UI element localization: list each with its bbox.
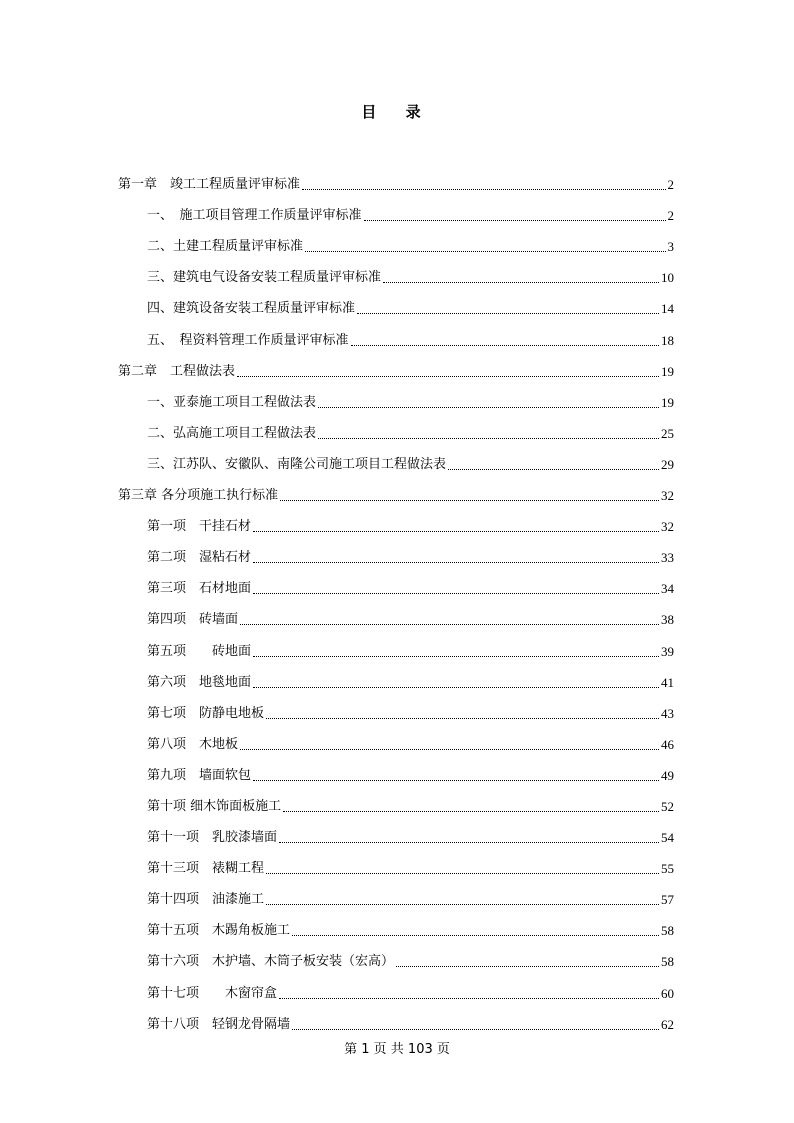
toc-entry-title: 第十四项 油漆施工: [147, 892, 265, 908]
toc-entry-page-number: 62: [661, 1016, 674, 1032]
dot-leader: [237, 375, 659, 377]
toc-entry[interactable]: [118, 1004, 674, 1035]
toc-entry[interactable]: [118, 537, 674, 568]
page-footer: 第 1 页 共 103 页: [344, 1042, 450, 1057]
toc-entry-title: 四、建筑设备安装工程质量评审标准: [147, 301, 356, 317]
toc-entry-title: 第三章 各分项施工执行标准: [118, 488, 279, 504]
toc-entry-title: 第一项 干挂石材: [147, 519, 252, 535]
toc-entry-title: 第六项 地毯地面: [147, 674, 252, 690]
dot-leader: [364, 219, 666, 221]
table-of-contents: [118, 164, 674, 1035]
toc-entry-page-number: 55: [661, 861, 674, 877]
dot-leader: [292, 934, 659, 936]
toc-entry-page-number: 10: [661, 270, 674, 286]
toc-entry[interactable]: [118, 724, 674, 755]
toc-entry-page-number: 25: [661, 425, 674, 441]
toc-title: 目 录: [361, 103, 433, 121]
toc-entry-title: 第一章 竣工工程质量评审标准: [118, 177, 301, 193]
toc-entry-title: 一、 施工项目管理工作质量评审标准: [147, 208, 362, 224]
toc-entry-page-number: 19: [661, 394, 674, 410]
dot-leader: [266, 903, 659, 905]
toc-entry-page-number: 32: [661, 519, 674, 535]
dot-leader: [253, 686, 659, 688]
dot-leader: [292, 1028, 659, 1030]
dot-leader: [318, 406, 659, 408]
toc-entry-title: 第五项 砖地面: [147, 643, 252, 659]
dot-leader: [305, 250, 665, 252]
dot-leader: [253, 530, 659, 532]
toc-entry-title: 第十项 细木饰面板施工: [147, 798, 282, 814]
toc-entry-title: 第九项 墙面软包: [147, 767, 252, 783]
toc-entry[interactable]: [118, 630, 674, 661]
toc-entry[interactable]: [118, 941, 674, 972]
toc-entry-page-number: 58: [661, 923, 674, 939]
toc-entry[interactable]: [118, 288, 674, 319]
toc-entry-page-number: 58: [661, 954, 674, 970]
toc-entry[interactable]: [118, 164, 674, 195]
toc-entry-page-number: 32: [661, 488, 674, 504]
toc-entry-title: 二、弘高施工项目工程做法表: [147, 425, 317, 441]
dot-leader: [253, 655, 659, 657]
toc-entry[interactable]: [118, 444, 674, 475]
toc-entry[interactable]: [118, 848, 674, 879]
toc-entry-page-number: 38: [661, 612, 674, 628]
toc-entry-page-number: 29: [661, 456, 674, 472]
toc-entry-title: 第十三项 裱糊工程: [147, 861, 265, 877]
toc-entry[interactable]: [118, 817, 674, 848]
toc-entry[interactable]: [118, 662, 674, 693]
dot-leader: [279, 997, 659, 999]
toc-entry-page-number: 46: [661, 736, 674, 752]
toc-entry[interactable]: [118, 755, 674, 786]
toc-entry-page-number: 43: [661, 705, 674, 721]
toc-entry-page-number: 39: [661, 643, 674, 659]
dot-leader: [279, 841, 659, 843]
dot-leader: [357, 312, 659, 314]
dot-leader: [253, 779, 659, 781]
toc-entry-title: 第十六项 木护墙、木筒子板安装（宏高）: [147, 954, 395, 970]
dot-leader: [240, 748, 659, 750]
toc-entry[interactable]: [118, 972, 674, 1003]
toc-entry-title: 第十七项 木窗帘盒: [147, 985, 278, 1001]
toc-entry[interactable]: [118, 413, 674, 444]
dot-leader: [383, 281, 659, 283]
toc-entry-title: 五、 程资料管理工作质量评审标准: [147, 332, 349, 348]
dot-leader: [283, 810, 659, 812]
toc-entry[interactable]: [118, 506, 674, 537]
dot-leader: [240, 623, 659, 625]
dot-leader: [448, 468, 659, 470]
dot-leader: [318, 437, 659, 439]
dot-leader: [351, 344, 659, 346]
dot-leader: [253, 561, 659, 563]
toc-entry[interactable]: [118, 319, 674, 350]
toc-entry[interactable]: [118, 475, 674, 506]
toc-entry-page-number: 49: [661, 767, 674, 783]
toc-entry-page-number: 34: [661, 581, 674, 597]
dot-leader: [266, 872, 659, 874]
toc-entry-page-number: 3: [667, 239, 674, 255]
toc-entry-title: 第十一项 乳胶漆墙面: [147, 830, 278, 846]
toc-entry-title: 二、土建工程质量评审标准: [147, 239, 304, 255]
toc-entry[interactable]: [118, 879, 674, 910]
toc-entry-title: 三、江苏队、安徽队、南隆公司施工项目工程做法表: [147, 456, 447, 472]
toc-entry[interactable]: [118, 226, 674, 257]
toc-entry-title: 第八项 木地板: [147, 736, 239, 752]
toc-entry[interactable]: [118, 599, 674, 630]
toc-entry-page-number: 2: [667, 177, 674, 193]
toc-entry-page-number: 19: [661, 363, 674, 379]
toc-entry[interactable]: [118, 786, 674, 817]
toc-entry[interactable]: [118, 257, 674, 288]
dot-leader: [253, 592, 659, 594]
toc-entry-title: 一、亚泰施工项目工程做法表: [147, 394, 317, 410]
toc-entry[interactable]: [118, 568, 674, 599]
toc-entry-title: 第十八项 轻钢龙骨隔墙: [147, 1016, 291, 1032]
toc-entry-title: 第二项 湿粘石材: [147, 550, 252, 566]
toc-entry[interactable]: [118, 195, 674, 226]
toc-entry-page-number: 18: [661, 332, 674, 348]
toc-entry-title: 第二章 工程做法表: [118, 363, 236, 379]
toc-entry-title: 第四项 砖墙面: [147, 612, 239, 628]
toc-entry-page-number: 60: [661, 985, 674, 1001]
toc-entry-title: 第三项 石材地面: [147, 581, 252, 597]
toc-entry[interactable]: [118, 693, 674, 724]
dot-leader: [396, 965, 659, 967]
toc-entry-title: 三、建筑电气设备安装工程质量评审标准: [147, 270, 382, 286]
toc-entry[interactable]: [118, 910, 674, 941]
toc-entry-page-number: 54: [661, 830, 674, 846]
toc-entry-page-number: 14: [661, 301, 674, 317]
toc-entry-page-number: 41: [661, 674, 674, 690]
toc-entry-page-number: 57: [661, 892, 674, 908]
dot-leader: [280, 499, 659, 501]
dot-leader: [266, 717, 659, 719]
toc-entry[interactable]: [118, 351, 674, 382]
dot-leader: [302, 188, 665, 190]
toc-entry-title: 第十五项 木踢角板施工: [147, 923, 291, 939]
toc-entry-page-number: 33: [661, 550, 674, 566]
toc-entry-page-number: 52: [661, 798, 674, 814]
toc-entry-page-number: 2: [667, 208, 674, 224]
toc-entry[interactable]: [118, 382, 674, 413]
toc-entry-title: 第七项 防静电地板: [147, 705, 265, 721]
